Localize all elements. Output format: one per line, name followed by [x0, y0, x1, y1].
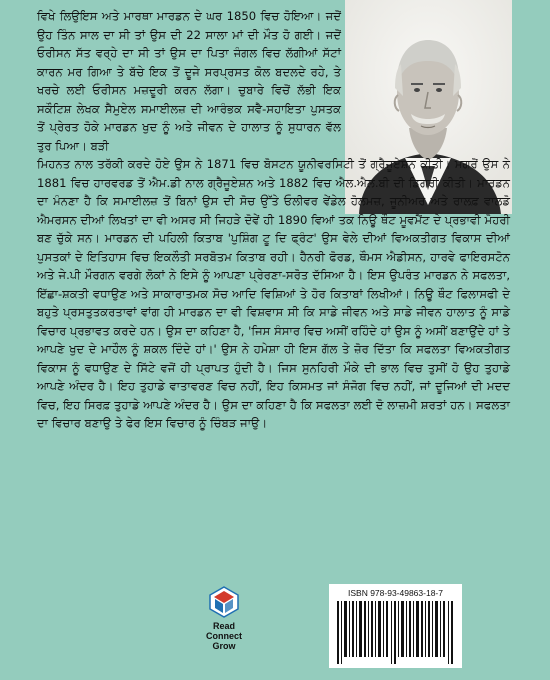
- publisher-line-grow: Grow: [212, 641, 236, 651]
- publisher-line-read: Read: [212, 621, 235, 631]
- publisher-line-connect: Connect: [206, 631, 242, 641]
- main-paragraph: ਮਿਹਨਤ ਨਾਲ ਤਰੱਕੀ ਕਰਦੇ ਹੋਏ ਉਸ ਨੇ 1871 ਵਿਚ ਬੋਸਟਨ ਯੂਨੀਵਰਸਿਟੀ ਤੋਂ ਗ੍ਰੈਜੂਏਸ਼ਨ ਕੀਤੀ। ਮਗਰੋਂ ਉਸ ਨੇ 1881 ਵਿਚ ਹਾਰਵਰਡ ਤੋਂ ਐਮ.ਡੀ ਨਾਲ ਗ੍ਰੈਜੂਏਸ਼ਨ ਅਤੇ 1882 ਵਿਚ ਐਲ.ਐਲ.ਬੀ ਦੀ ਡਿਗਰੀ ਕੀਤੀ। ਮਾਰਡਨ ਦਾ ਮੰਨਣਾ ਹੈ ਕਿ ਸਮਾਈਲਜ਼ ਤੋਂ ਬਿਨਾਂ ਉਸ ਦੀ ਸੋਚ ਉੱਤੇ ਓਲੀਵਰ ਵੇਂਡੇਲ ਹੋਲਮਜ਼, ਜੂਨੀਅਰ ਅਤੇ ਰਾਲਫ਼ ਵਾਲਡੋ ਐਮਰਸਨ ਦੀਆਂ ਲਿਖਤਾਂ ਦਾ ਵੀ ਅਸਰ ਸੀ ਜਿਹੜੇ ਦੋਵੇਂ ਹੀ 1890 ਵਿਆਂ ਤਕ ਨਿਊ ਥੌਟ ਮੂਵਮੈਂਟ ਦੇ ਪ੍ਰਭਾਵੀ ਮੋਹਰੀ ਬਣ ਚੁੱਕੇ ਸਨ। ਮਾਰਡਨ ਦੀ ਪਹਿਲੀ ਕਿਤਾਬ 'ਪੁਸ਼ਿੰਗ ਟੂ ਦਿ ਫ੍ਰੰਟ' ਉਸ ਵੇਲੇ ਦੀਆਂ ਵਿਅਕਤੀਗਤ ਵਿਕਾਸ ਦੀਆਂ ਪੁਸਤਕਾਂ ਦੇ ਇਤਿਹਾਸ ਵਿਚ ਇਕਲੌਤੀ ਸਰਬੋਤਮ ਕਿਤਾਬ ਰਹੀ। ਹੈਨਰੀ ਫੋਰਡ, ਥੌਮਸ ਐਡੀਸਨ, ਹਾਰਵੇ ਫਾਇਰਸਟੋਨ ਅਤੇ ਜੇ.ਪੀ ਮੌਰਗਨ ਵਰਗੇ ਲੋਕਾਂ ਨੇ ਇਸੇ ਨੂੰ ਆਪਣਾ ਪ੍ਰੇਰਣਾ-ਸਰੋਤ ਦੱਸਿਆ ਹੈ। ਇਸ ਉਪਰੰਤ ਮਾਰਡਨ ਨੇ ਸਫਲਤਾ, ਇੱਛਾ-ਸ਼ਕਤੀ ਵਧਾਉਣ ਅਤੇ ਸਾਕਾਰਾਤਮਕ ਸੋਚ ਆਦਿ ਵਿਸ਼ਿਆਂ ਤੇ ਹੋਰ ਕਿਤਾਬਾਂ ਲਿਖੀਆਂ। ਨਿਊ ਥੌਟ ਫਿਲਾਸਫੀ ਦੇ ਬਹੁਤੇ ਪ੍ਰਸਤੁਤਕਰਤਾਵਾਂ ਵਾਂਗ ਹੀ ਮਾਰਡਨ ਦਾ ਵੀ ਵਿਸ਼ਵਾਸ ਸੀ ਕਿ ਸਾਡੇ ਜੀਵਨ ਅਤੇ ਸਾਡੇ ਜੀਵਨ ਹਾਲਾਤ ਨੂੰ ਸਾਡੇ ਵਿਚਾਰ ਪ੍ਰਭਾਵਤ ਕਰਦੇ ਹਨ। ਉਸ ਦਾ ਕਹਿਣਾ ਹੈ, 'ਜਿਸ ਸੰਸਾਰ ਵਿਚ ਅਸੀਂ ਰਹਿੰਦੇ ਹਾਂ ਉਸ ਨੂੰ ਅਸੀਂ ਬਣਾਉਂਦੇ ਹਾਂ ਤੇ ਆਪਣੇ ਖੁਦ ਦੇ ਮਾਹੌਲ ਨੂੰ ਸ਼ਕਲ ਦਿੰਦੇ ਹਾਂ।' ਉਸ ਨੇ ਹਮੇਸ਼ਾ ਹੀ ਇਸ ਗੱਲ ਤੇ ਜ਼ੋਰ ਦਿੱਤਾ ਕਿ ਸਫਲਤਾ ਵਿਅਕਤੀਗਤ ਵਿਕਾਸ ਨੂੰ ਵਧਾਉਣ ਦੇ ਸਿੱਟੇ ਵਜੋਂ ਹੀ ਪ੍ਰਾਪਤ ਹੁੰਦੀ ਹੈ। ਜਿਸ ਸੁਨਹਿਰੀ ਮੌਕੇ ਦੀ ਭਾਲ ਵਿਚ ਤੁਸੀਂ ਹੋ ਉਹ ਤੁਹਾਡੇ ਆਪਣੇ ਅੰਦਰ ਹੈ। ਇਹ ਤੁਹਾਡੇ ਵਾਤਾਵਰਣ ਵਿਚ ਨਹੀਂ, ਇਹ ਕਿਸਮਤ ਜਾਂ ਸੰਜੋਗ ਵਿਚ ਨਹੀਂ, ਜਾਂ ਦੂਜਿਆਂ ਦੀ ਮਦਦ ਵਿਚ, ਇਹ ਸਿਰਫ਼ ਤੁਹਾਡੇ ਆਪਣੇ ਅੰਦਰ ਹੈ। ਉਸ ਦਾ ਕਹਿਣਾ ਹੈ ਕਿ ਸਫਲਤਾ ਲਈ ਦੋ ਲਾਜ਼ਮੀ ਸ਼ਰਤਾਂ ਹਨ। ਸਫਲਤਾ ਦਾ ਵਿਚਾਰ ਬਣਾਉ ਤੇ ਫੇਰ ਇਸ ਵਿਚਾਰ ਨੂੰ ਚਿੰਬੜ ਜਾਉ।: [37, 157, 510, 430]
- publisher-logo-icon: [207, 585, 241, 619]
- barcode-panel: [329, 584, 462, 668]
- isbn-text: ISBN 978-93-49863-18-7: [348, 588, 443, 598]
- publisher-logo: [197, 585, 251, 665]
- barcode-icon: [335, 601, 456, 664]
- intro-paragraph: ਵਿਖੇ ਲਿਉਇਸ ਅਤੇ ਮਾਰਥਾ ਮਾਰਡਨ ਦੇ ਘਰ 1850 ਵਿਚ ਹੋਇਆ। ਜਦੋਂ ਉਹ ਤਿੰਨ ਸਾਲ ਦਾ ਸੀ ਤਾਂ ਉਸ ਦੀ 22 ਸਾਲਾ ਮਾਂ ਦੀ ਮੌਤ ਹੋ ਗਈ। ਜਦੋਂ ਓਰੀਸਨ ਸੱਤ ਵਰ੍ਹੇ ਦਾ ਸੀ ਤਾਂ ਉਸ ਦਾ ਪਿਤਾ ਜੰਗਲ ਵਿਚ ਲੱਗੀਆਂ ਸੱਟਾਂ ਕਾਰਨ ਮਰ ਗਿਆ ਤੇ ਬੱਚੇ ਇਕ ਤੋਂ ਦੂਜੇ ਸਰਪ੍ਰਸਤ ਕੋਲ ਬਦਲਦੇ ਰਹੇ, ਤੇ ਖਰਚੇ ਲਈ ਓਰੀਸਨ ਮਜ਼ਦੂਰੀ ਕਰਨ ਲੱਗਾ। ਚੁਬਾਰੇ ਵਿਚੋਂ ਲੱਭੀ ਇਕ ਸਕੌਟਿਸ਼ ਲੇਖਕ ਸੈਮੁਏਲ ਸਮਾਈਲਜ਼ ਦੀ ਆਰੰਭਕ ਸਵੈ-ਸਹਾਇਤਾ ਪੁਸਤਕ ਤੋਂ ਪ੍ਰੇਰਤ ਹੋਕੇ ਮਾਰਡਨ ਖੁਦ ਨੂੰ ਅਤੇ ਜੀਵਨ ਦੇ ਹਾਲਾਤ ਨੂੰ ਸੁਧਾਰਨ ਵੱਲ ਤੁਰ ਪਿਆ। ਬੜੀ: [37, 9, 341, 153]
- description-text: [37, 7, 510, 433]
